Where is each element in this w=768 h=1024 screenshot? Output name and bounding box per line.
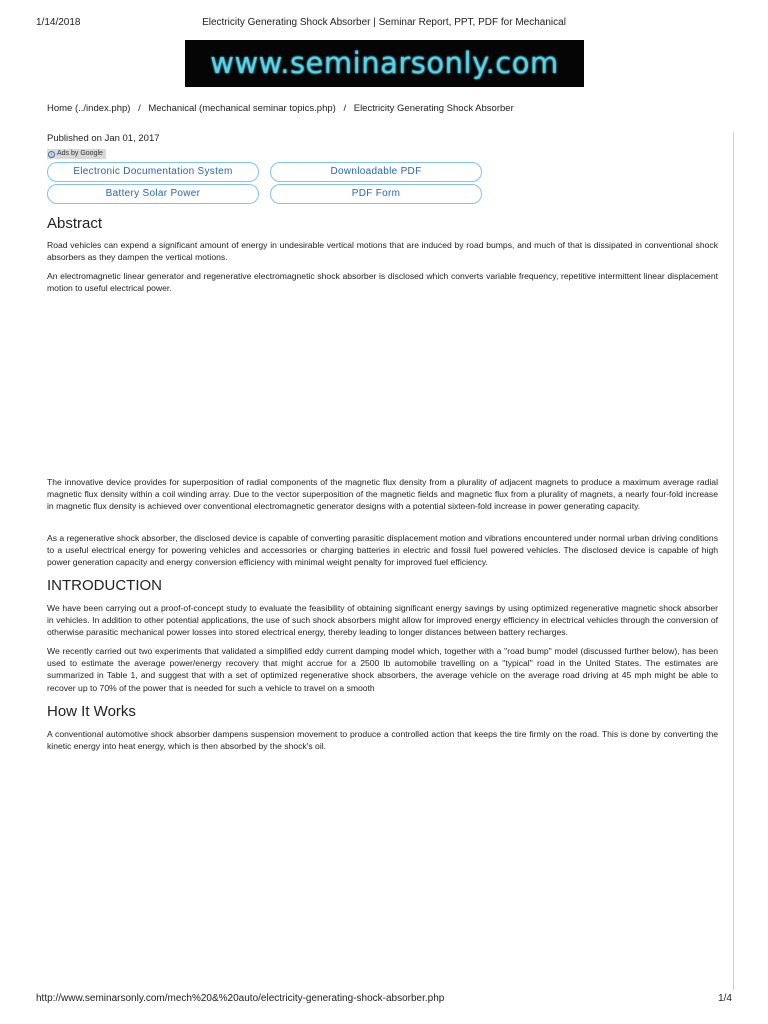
ad-button-battery-solar-power[interactable]: Battery Solar Power [47, 184, 259, 204]
introduction-heading: INTRODUCTION [47, 577, 162, 594]
ad-button-pdf-form[interactable]: PDF Form [270, 184, 482, 204]
abstract-paragraph-2: An electromagnetic linear generator and regenerative electromagnetic shock absorber is disclosed which converts variable frequency, repetitive intermittent linear displacement motion to useful electrical power. [47, 271, 718, 294]
published-date: Published on Jan 01, 2017 [47, 133, 160, 144]
abstract-paragraph-1: Road vehicles can expend a significant amount of energy in undesirable vertical motions that are induced by road bumps, and much of that is dissipated in conventional shock absorbers as they dampen the vertical motions. [47, 240, 718, 263]
introduction-paragraph-2: We recently carried out two experiments that validated a simplified eddy current damping model which, together with a "road bump" model (discussed further below), has been used to estimate the average power/energy recovery that might accrue for a 2500 lb automobile travelling on a "typical" road in the United States. The estimates are summarized in Table 1, and suggest that with a set of optimized regenerative shock absorbers, the average vehicle on the average road driving at 45 mph might be able to recover up to 70% of the power that is needed for such a vehicle to travel on a smooth [47, 646, 718, 693]
site-logo[interactable] [185, 40, 584, 87]
how-it-works-heading: How It Works [47, 703, 136, 720]
print-url: http://www.seminarsonly.com/mech%20&%20auto/electricity-generating-shock-absorber.php [36, 993, 445, 1004]
ad-button-electronic-documentation-system[interactable]: Electronic Documentation System [47, 162, 259, 182]
print-page-title: Electricity Generating Shock Absorber | Seminar Report, PPT, PDF for Mechanical [202, 17, 566, 28]
ads-by-google-label[interactable] [47, 149, 106, 159]
breadcrumb-mechanical-link[interactable]: Mechanical (mechanical seminar topics.php) [148, 103, 336, 114]
site-logo-text: www.seminarsonly.com [210, 46, 559, 80]
ad-button-downloadable-pdf[interactable]: Downloadable PDF [270, 162, 482, 182]
ads-label-text: Ads by Google [57, 150, 103, 157]
abstract-heading: Abstract [47, 215, 103, 232]
introduction-paragraph-1: We have been carrying out a proof-of-concept study to evaluate the feasibility of obtaining significant energy savings by using optimized regenerative magnetic shock absorber in vehicles. In addition to other potential applications, the use of such shock absorbers might allow for improved energy efficiency in electrical vehicles through the conversion of otherwise parasitic mechanical power losses into stored electrical energy, thereby leading to longer distances between battery recharges. [47, 603, 718, 638]
print-date: 1/14/2018 [36, 17, 81, 28]
breadcrumb-current: Electricity Generating Shock Absorber [353, 103, 514, 114]
breadcrumb-home-link[interactable]: Home (../index.php) [47, 103, 131, 114]
abstract-paragraph-4: As a regenerative shock absorber, the disclosed device is capable of converting parasitic displacement motion and vibrations encountered under normal urban driving conditions to a useful electrical energy for powering vehicles and accessories or charging batteries in electric and fossil fuel powered vehicles. The disclosed device is capable of high power generation capacity and energy conversion efficiency with minimal weight penalty for improved fuel efficiency. [47, 533, 718, 568]
breadcrumb [47, 103, 514, 114]
print-footer [36, 993, 732, 1007]
abstract-paragraph-3: The innovative device provides for superposition of radial components of the magnetic flux density from a plurality of adjacent magnets to produce a maximum average radial magnetic flux density within a coil winding array. Due to the vector superposition of the magnetic fields and magnetic flux from a plurality of magnets, a nearly four-fold increase in magnetic flux density is achieved over conventional electromagnetic generator designs with a potential sixteen-fold increase in power generating capacity. [47, 477, 718, 512]
how-it-works-paragraph-1: A conventional automotive shock absorber dampens suspension movement to produce a controlled action that keeps the tire firmly on the road. This is done by converting the kinetic energy into heat energy, which is then absorbed by the shock's oil. [47, 729, 718, 752]
print-header [36, 17, 732, 31]
info-icon[interactable]: i [48, 151, 55, 158]
page-number: 1/4 [718, 993, 732, 1004]
breadcrumb-separator: / [343, 103, 347, 114]
page-divider [733, 132, 734, 990]
breadcrumb-separator: / [138, 103, 141, 114]
